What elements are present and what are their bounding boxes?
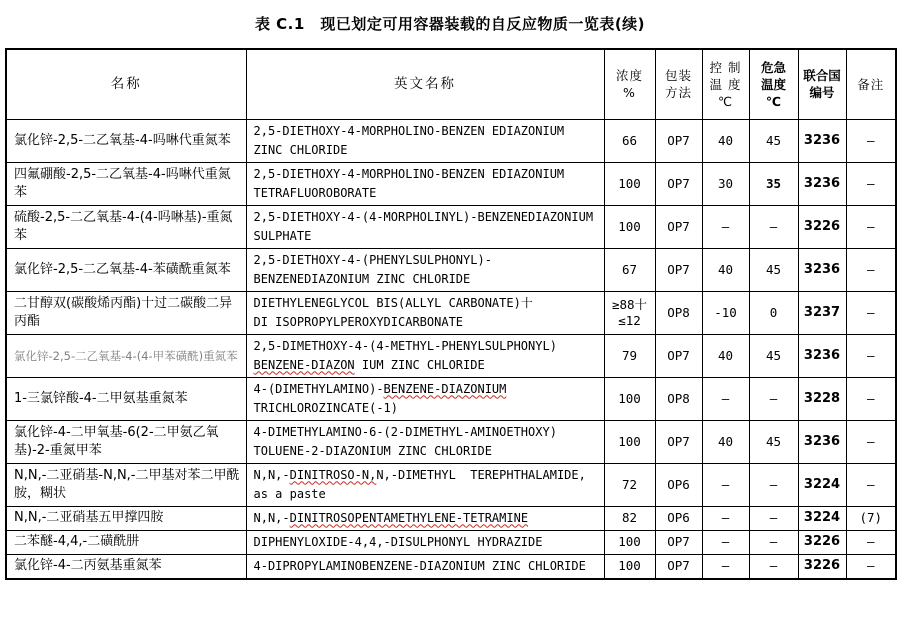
cell-name: N,N,-二亚硝基五甲撑四胺 (6, 506, 246, 530)
cell-control-temp: — (702, 463, 749, 506)
header-label: 编号 (809, 85, 835, 101)
english-name-line (254, 485, 601, 504)
english-name-text: N,N,- (253, 467, 290, 482)
concentration-line: 82 (621, 510, 638, 525)
table-row (6, 119, 896, 162)
header-label: 联合国 (803, 68, 841, 84)
cell-packing-method: OP6 (655, 506, 702, 530)
cell-remarks: — (846, 162, 896, 205)
english-name-line (254, 337, 601, 356)
cell-concentration (604, 291, 655, 334)
english-name-text: 2,5-DIMETHOXY-4-(4-METHYL-PHENYLSULPHONYL) (253, 338, 557, 353)
cell-english-name (246, 506, 604, 530)
cell-un-number: 3228 (798, 377, 846, 420)
english-name-line (254, 165, 601, 184)
cell-control-temp: -10 (702, 291, 749, 334)
cell-remarks: — (846, 291, 896, 334)
english-name-text: ZINC CHLORIDE (253, 142, 348, 157)
cell-remarks: — (846, 420, 896, 463)
cell-emergency-temp: 35 (749, 162, 798, 205)
cell-packing-method: OP7 (655, 248, 702, 291)
header-cell-un-number (798, 49, 846, 119)
cell-control-temp: 40 (702, 248, 749, 291)
header-label: 温 度 (709, 76, 742, 92)
english-name-line (254, 227, 601, 246)
cell-un-number: 3236 (798, 119, 846, 162)
cell-english-name (246, 119, 604, 162)
cell-remarks: — (846, 377, 896, 420)
cell-remarks: — (846, 119, 896, 162)
header-label: % (623, 85, 636, 101)
cell-name: 氯化锌-4-二甲氧基-6(2-二甲氨乙氧基)-2-重氮甲苯 (6, 420, 246, 463)
english-name-text: 4-DIPROPYLAMINOBENZENE-DIAZONIUM ZINC CHLORIDE (253, 558, 586, 573)
english-name-line (254, 557, 601, 576)
cell-un-number: 3237 (798, 291, 846, 334)
english-name-line (254, 251, 601, 270)
misspelling-underline: BENZENE-DIAZONIUM (383, 381, 507, 396)
cell-packing-method: OP8 (655, 291, 702, 334)
english-name-text: as a paste (253, 486, 326, 501)
cell-emergency-temp: — (749, 205, 798, 248)
cell-remarks: — (846, 334, 896, 377)
english-name-text: 4-DIMETHYLAMINO-6-(2-DIMETHYL-AMINOETHOXY) (253, 424, 557, 439)
cell-english-name (246, 334, 604, 377)
cell-english-name (246, 377, 604, 420)
table-row (6, 506, 896, 530)
cell-control-temp: — (702, 506, 749, 530)
table-body (6, 119, 896, 579)
cell-concentration (604, 506, 655, 530)
cell-emergency-temp: 45 (749, 248, 798, 291)
cell-emergency-temp: — (749, 463, 798, 506)
english-name-line (254, 313, 601, 332)
table-row (6, 205, 896, 248)
table-header (6, 49, 896, 119)
english-name-line (254, 270, 601, 289)
english-name-text: 4-(DIMETHYLAMINO)- (253, 381, 384, 396)
cell-concentration (604, 248, 655, 291)
cell-emergency-temp: 45 (749, 334, 798, 377)
cell-name: N,N,-二亚硝基-N,N,-二甲基对苯二甲酰胺，糊状 (6, 463, 246, 506)
cell-english-name (246, 205, 604, 248)
concentration-line: 100 (618, 534, 641, 549)
english-name-line (254, 466, 601, 485)
cell-english-name (246, 291, 604, 334)
cell-concentration (604, 554, 655, 579)
cell-concentration (604, 334, 655, 377)
cell-name: 四氟硼酸-2,5-二乙氧基-4-吗啉代重氮苯 (6, 162, 246, 205)
cell-concentration (604, 119, 655, 162)
cell-remarks: (7) (846, 506, 896, 530)
header-cell-packing-method (655, 49, 702, 119)
english-name-line (254, 122, 601, 141)
cell-packing-method: OP6 (655, 463, 702, 506)
cell-name: 二苯醚-4,4,-二磺酰肼 (6, 530, 246, 554)
english-name-text: DI ISOPROPYLPEROXYDICARBONATE (253, 314, 464, 329)
english-name-text: 2,5-DIETHOXY-4-MORPHOLINO-BENZEN EDIAZONIUM (253, 166, 565, 181)
cell-english-name (246, 420, 604, 463)
cell-un-number: 3224 (798, 463, 846, 506)
english-name-text: 2,5-DIETHOXY-4-(4-MORPHOLINYL)-BENZENEDIAZONIUM (253, 209, 594, 224)
substances-table (5, 48, 897, 580)
header-label: 浓度 (615, 68, 643, 84)
cell-packing-method: OP8 (655, 377, 702, 420)
cell-name: 氯化锌-2,5-二乙氧基-4-吗啉代重氮苯 (6, 119, 246, 162)
concentration-line: 100 (618, 175, 641, 191)
header-cell-remarks (846, 49, 896, 119)
cell-emergency-temp: — (749, 377, 798, 420)
header-label: 温度 (760, 76, 786, 92)
english-name-line (254, 399, 601, 418)
cell-packing-method: OP7 (655, 334, 702, 377)
concentration-line: 79 (621, 347, 638, 363)
cell-control-temp: 40 (702, 334, 749, 377)
cell-remarks: — (846, 205, 896, 248)
cell-name: 氯化锌-2,5-二乙氧基-4-苯磺酰重氮苯 (6, 248, 246, 291)
concentration-line: ≥88十 (611, 296, 648, 312)
concentration-line: 72 (621, 476, 638, 492)
table-row (6, 377, 896, 420)
cell-packing-method: OP7 (655, 205, 702, 248)
english-name-line (254, 533, 601, 552)
cell-control-temp: — (702, 530, 749, 554)
cell-remarks: — (846, 248, 896, 291)
english-name-text: 2,5-DIETHOXY-4-(PHENYLSULPHONYL)- (253, 252, 492, 267)
english-name-text: 2,5-DIETHOXY-4-MORPHOLINO-BENZEN EDIAZONIUM (253, 123, 565, 138)
page-title: 表 C.1 现已划定可用容器装载的自反应物质一览表(续) (254, 15, 646, 33)
table-row (6, 248, 896, 291)
english-name-line (254, 356, 601, 375)
table-row (6, 291, 896, 334)
concentration-line: 100 (618, 218, 641, 234)
cell-packing-method: OP7 (655, 420, 702, 463)
cell-name: 氯化锌-2,5-二乙氧基-4-(4-甲苯磺酰)重氮苯 (6, 334, 246, 377)
header-label: 危急 (760, 59, 786, 75)
english-name-text: IUM ZINC CHLORIDE (354, 357, 485, 372)
table-row (6, 162, 896, 205)
cell-un-number: 3226 (798, 530, 846, 554)
cell-un-number: 3236 (798, 248, 846, 291)
concentration-line: 100 (618, 390, 641, 406)
english-name-line (254, 423, 601, 442)
header-label: 备注 (857, 76, 885, 92)
header-label: 控 制 (709, 59, 742, 75)
cell-english-name (246, 248, 604, 291)
english-name-text: BENZENEDIAZONIUM ZINC CHLORIDE (253, 271, 471, 286)
english-name-line (254, 208, 601, 227)
cell-concentration (604, 463, 655, 506)
misspelling-underline: BENZENE-DIAZON (253, 357, 355, 372)
header-cell-name (6, 49, 246, 119)
cell-emergency-temp: 45 (749, 119, 798, 162)
cell-control-temp: 30 (702, 162, 749, 205)
header-cell-concentration (604, 49, 655, 119)
concentration-line: 66 (621, 132, 638, 148)
cell-name: 二甘醇双(碳酸烯丙酯)十过二碳酸二异丙酯 (6, 291, 246, 334)
cell-english-name (246, 554, 604, 579)
table-row (6, 420, 896, 463)
cell-concentration (604, 205, 655, 248)
english-name-line (254, 141, 601, 160)
cell-control-temp: — (702, 377, 749, 420)
header-label: 名称 (110, 75, 142, 92)
table-row (6, 334, 896, 377)
cell-control-temp: 40 (702, 420, 749, 463)
english-name-text: SULPHATE (253, 228, 312, 243)
cell-emergency-temp: — (749, 530, 798, 554)
english-name-text: N,N,- (253, 510, 290, 525)
cell-english-name (246, 530, 604, 554)
misspelling-underline: DINITROSOPENTAMETHYLENE-TETRAMINE (289, 510, 529, 525)
cell-emergency-temp: — (749, 554, 798, 579)
table-row (6, 554, 896, 579)
english-name-text: TOLUENE-2-DIAZONIUM ZINC CHLORIDE (253, 443, 492, 458)
cell-control-temp: — (702, 554, 749, 579)
header-cell-control-temp (702, 49, 749, 119)
cell-un-number: 3236 (798, 334, 846, 377)
concentration-line: 100 (618, 558, 641, 573)
table-row (6, 530, 896, 554)
cell-emergency-temp: 0 (749, 291, 798, 334)
header-cell-english-name (246, 49, 604, 119)
cell-english-name (246, 162, 604, 205)
cell-concentration (604, 530, 655, 554)
cell-un-number: 3236 (798, 162, 846, 205)
cell-emergency-temp: 45 (749, 420, 798, 463)
english-name-line (254, 184, 601, 203)
concentration-line: ≤12 (618, 312, 641, 328)
cell-un-number: 3224 (798, 506, 846, 530)
concentration-line: 67 (621, 261, 638, 277)
misspelling-underline: DINITROSO-N, (289, 467, 377, 482)
english-name-text: TETRAFLUOROBORATE (253, 185, 377, 200)
cell-un-number: 3226 (798, 205, 846, 248)
cell-packing-method: OP7 (655, 162, 702, 205)
cell-concentration (604, 377, 655, 420)
table-row (6, 463, 896, 506)
concentration-line: 100 (618, 433, 641, 449)
header-row (6, 49, 896, 119)
cell-packing-method: OP7 (655, 119, 702, 162)
header-label: 包装 (664, 68, 692, 84)
cell-remarks: — (846, 530, 896, 554)
english-name-line (254, 442, 601, 461)
cell-control-temp: — (702, 205, 749, 248)
english-name-text: DIETHYLENEGLYCOL BIS(ALLYL CARBONATE)十 (253, 295, 533, 310)
cell-un-number: 3226 (798, 554, 846, 579)
english-name-text: N,-DIMETHYL TEREPHTHALAMIDE, (376, 467, 586, 482)
english-name-text: DIPHENYLOXIDE-4,4,-DISULPHONYL HYDRAZIDE (253, 534, 543, 549)
header-label: ℃ (765, 93, 782, 109)
cell-packing-method: OP7 (655, 530, 702, 554)
header-label: 英文名称 (394, 75, 456, 92)
cell-packing-method: OP7 (655, 554, 702, 579)
cell-concentration (604, 420, 655, 463)
cell-name: 硫酸-2,5-二乙氧基-4-(4-吗啉基)-重氮苯 (6, 205, 246, 248)
header-label: ℃ (717, 93, 734, 109)
cell-remarks: — (846, 554, 896, 579)
english-name-line (254, 294, 601, 313)
english-name-text: TRICHLOROZINCATE(-1) (253, 400, 398, 415)
cell-emergency-temp: — (749, 506, 798, 530)
english-name-line (254, 509, 601, 528)
cell-remarks: — (846, 463, 896, 506)
header-label: 方法 (664, 85, 692, 101)
cell-concentration (604, 162, 655, 205)
cell-name: 1-三氯锌酸-4-二甲氨基重氮苯 (6, 377, 246, 420)
cell-name: 氯化锌-4-二丙氨基重氮苯 (6, 554, 246, 579)
header-cell-emergency-temp (749, 49, 798, 119)
english-name-line (254, 380, 601, 399)
cell-control-temp: 40 (702, 119, 749, 162)
cell-un-number: 3236 (798, 420, 846, 463)
cell-english-name (246, 463, 604, 506)
